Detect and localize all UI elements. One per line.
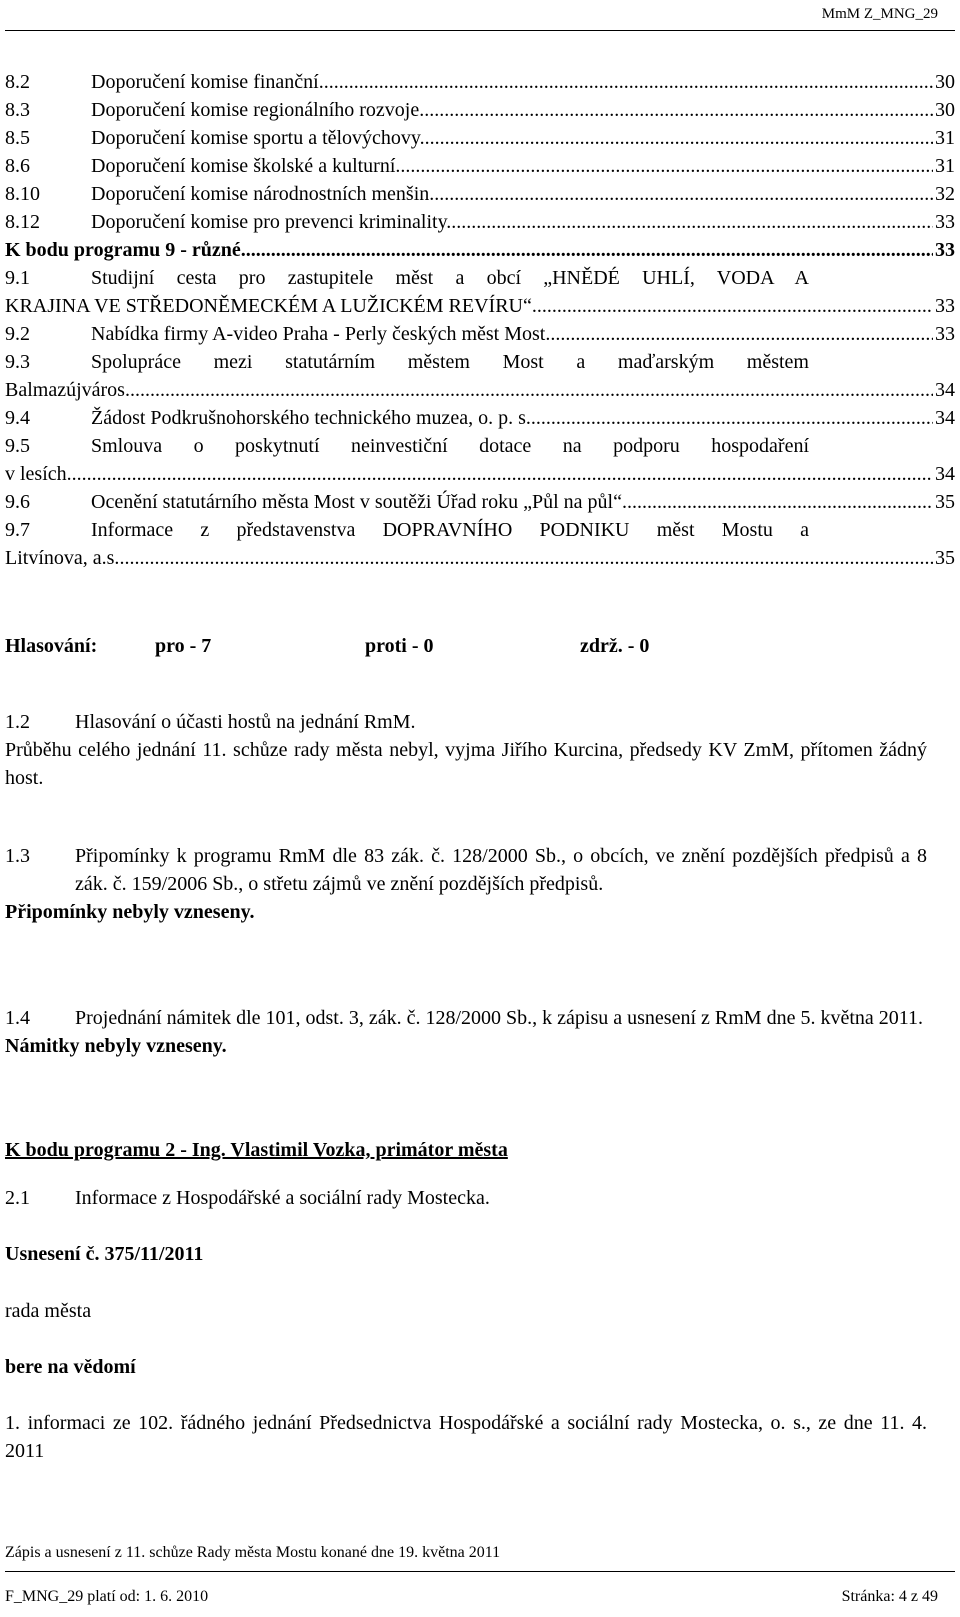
toc-leader [72,460,933,488]
toc-page: 35 [935,491,955,513]
toc-number: 8.2 [5,71,30,93]
section-heading [5,708,927,736]
toc-title: Doporučení komise školské a kulturní. [91,155,401,177]
section-1-3 [5,842,927,926]
section-text: Průběhu celého jednání 11. schůze rady města nebyl, vyjma Jiřího Kurcina, předsedy KV ZmM, přítomen žádný host. [5,739,927,789]
toc-page: 31 [935,155,955,177]
toc-page: 33 [935,239,955,261]
toc-title-line1: Studijní cesta pro zastupitele měst a obcí „HNĚDÉ UHLÍ, VODA A [91,267,809,289]
table-of-contents [5,68,955,572]
toc-leader [241,236,933,264]
vote-proti: proti - 0 [365,635,434,657]
section-title: Hlasování o účasti hostů na jednání RmM. [75,711,416,733]
section-number: 1.2 [5,711,30,733]
toc-page: 32 [935,183,955,205]
section-title: Informace z Hospodářské a sociální rady Mostecka. [75,1187,490,1209]
toc-title: Doporučení komise národnostních menšin. [91,183,435,205]
toc-leader [622,488,933,516]
section-text: Projednání námitek dle 101, odst. 3, zák. č. 128/2000 Sb., k zápisu a usnesení z RmM dne 5. května 2011. [75,1007,924,1029]
toc-title: Doporučení komise pro prevenci kriminality. [91,211,452,233]
toc-leader [434,180,933,208]
toc-number: 9.2 [5,323,30,345]
resolution-action: bere na vědomí [5,1356,136,1378]
toc-number: 8.5 [5,127,30,149]
toc-leader [119,544,933,572]
footer-note: Zápis a usnesení z 11. schůze Rady města Mostu konané dne 19. května 2011 [5,1544,501,1561]
resolution-body: rada města [5,1300,92,1322]
toc-number: 8.6 [5,155,30,177]
section-heading [5,842,927,898]
toc-entry[interactable] [5,488,955,516]
toc-leader [537,292,933,320]
toc-entry[interactable] [5,124,955,152]
toc-title-line2: KRAJINA VE STŘEDONĚMECKÉM A LUŽICKÉM REVÍRU“. [5,295,537,317]
footer-page: Stránka: 4 z 49 [841,1588,938,1605]
section-1-4 [5,1004,927,1060]
toc-number: 9.7 [5,519,30,541]
toc-entry[interactable] [5,236,955,264]
toc-title: Žádost Podkrušnohorského technického muzea, o. p. s. [91,407,531,429]
toc-leader [531,404,933,432]
toc-leader [324,68,933,96]
toc-title-line2: v lesích. [5,463,72,485]
toc-page: 30 [935,71,955,93]
toc-entry[interactable] [5,516,955,572]
toc-title-line2: Litvínova, a.s. [5,547,120,569]
toc-entry[interactable] [5,152,955,180]
toc-leader [451,208,933,236]
toc-page: 33 [935,211,955,233]
toc-number: 9.4 [5,407,30,429]
section-result: Námitky nebyly vzneseny. [5,1035,227,1057]
toc-title: Doporučení komise sportu a tělovýchovy. [91,127,425,149]
toc-page: 33 [935,295,955,317]
toc-title-line1: Informace z představenstva DOPRAVNÍHO PODNIKU měst Mostu a [91,519,809,541]
toc-page: 30 [935,99,955,121]
resolution-label: Usnesení č. 375/11/2011 [5,1243,204,1265]
section-2-1 [5,1184,927,1212]
toc-entry[interactable] [5,432,955,488]
toc-page: 34 [935,407,955,429]
footer-form: F_MNG_29 platí od: 1. 6. 2010 [5,1588,209,1605]
toc-entry[interactable] [5,208,955,236]
agenda-heading: K bodu programu 2 - Ing. Vlastimil Vozka, primátor města [5,1139,508,1161]
toc-page: 34 [935,463,955,485]
toc-entry[interactable] [5,180,955,208]
header-rule [5,30,955,31]
section-text: Připomínky k programu RmM dle 83 zák. č. 128/2000 Sb., o obcích, ve znění pozdějších předpisů a 8 zák. č. 159/2006 Sb., o střetu zájmů ve znění pozdějších předpisů. [75,845,927,895]
toc-leader [425,124,933,152]
section-number: 1.4 [5,1007,30,1029]
toc-title: Doporučení komise finanční. [91,71,324,93]
toc-number: 9.3 [5,351,30,373]
vote-line [5,632,927,660]
toc-number: 9.6 [5,491,30,513]
toc-leader [550,320,933,348]
toc-title-line1: Spolupráce mezi statutárním městem Most a maďarským městem [91,351,809,373]
section-1-2 [5,708,927,792]
toc-entry[interactable] [5,320,955,348]
section-number: 1.3 [5,845,30,867]
section-result: Připomínky nebyly vzneseny. [5,901,255,923]
toc-title: Nabídka firmy A-video Praha - Perly českých měst Most. [91,323,551,345]
toc-entry[interactable] [5,404,955,432]
toc-title-line1: Smlouva o poskytnutí neinvestiční dotace na podporu hospodaření [91,435,809,457]
document-code: MmM Z_MNG_29 [821,6,938,22]
toc-title: K bodu programu 9 - různé [5,239,241,261]
vote-pro: pro - 7 [155,635,212,657]
toc-leader [130,376,933,404]
toc-number: 9.1 [5,267,30,289]
section-number: 2.1 [5,1187,30,1209]
toc-page: 34 [935,379,955,401]
toc-title-line2: Balmazújváros. [5,379,130,401]
section-heading [5,1004,927,1032]
footer-rule [5,1571,955,1572]
vote-zdrz: zdrž. - 0 [580,635,650,657]
toc-page: 31 [935,127,955,149]
toc-title: Ocenění statutárního města Most v soutěži Úřad roku „Půl na půl“ [91,491,622,513]
toc-number: 8.12 [5,211,40,233]
toc-page: 33 [935,323,955,345]
toc-number: 9.5 [5,435,30,457]
toc-entry[interactable] [5,264,955,320]
toc-entry[interactable] [5,96,955,124]
resolution-point: 1. informaci ze 102. řádného jednání Předsednictva Hospodářské a sociální rady Mostecka, o. s., ze dne 11. 4. 2011 [5,1412,927,1462]
vote-label: Hlasování: [5,635,98,657]
toc-page: 35 [935,547,955,569]
section-heading [5,1184,927,1212]
toc-title: Doporučení komise regionálního rozvoje. [91,99,425,121]
toc-number: 8.3 [5,99,30,121]
toc-leader [400,152,933,180]
toc-number: 8.10 [5,183,40,205]
agenda-2 [5,1136,927,1164]
toc-entry[interactable] [5,68,955,96]
toc-entry[interactable] [5,348,955,404]
toc-leader [424,96,933,124]
